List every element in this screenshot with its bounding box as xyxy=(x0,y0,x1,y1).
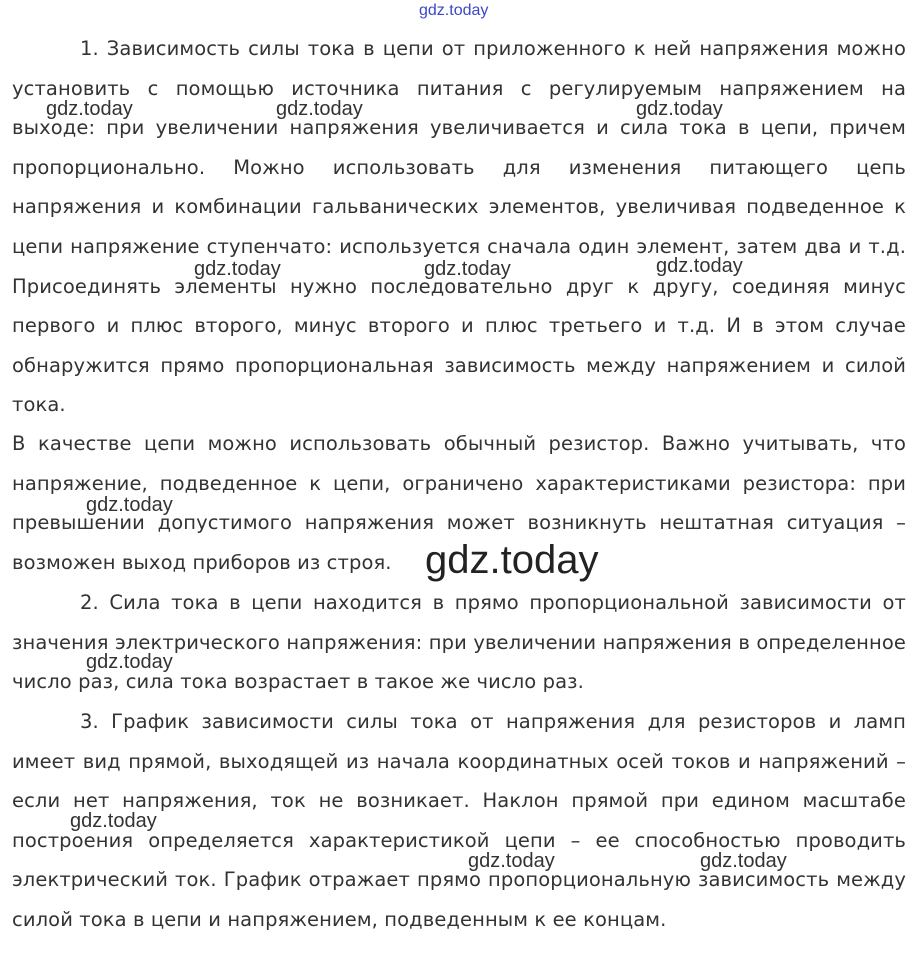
watermark: gdz.today xyxy=(194,258,281,280)
paragraph-1: 1. Зависимость силы тока в цепи от приложенного к ней напряжения можно установить с помощью источника питания с регулируемым напряжением на выходе: при увеличении напряжения увеличивается и сила тока в цепи, причем пропорционально. Можно использовать для изменения питающего цепь напряжения и комбинации гальванических элементов, увеличивая подведенное к цепи напряжение ступенчато: используется сначала один элемент, затем два и т.д. Присоединять элементы нужно последовательно друг к другу, соединяя минус первого и плюс второго, минус второго и плюс третьего и т.д. И в этом случае обнаружится прямо пропорциональная зависимость между напряжением и силой тока. xyxy=(12,37,906,417)
watermark: gdz.today xyxy=(656,255,743,277)
watermark: gdz.today xyxy=(468,850,555,872)
paragraph-2: В качестве цепи можно использовать обычный резистор. Важно учитывать, что напряжение, подведенное к цепи, ограничено характеристиками резистора: при превышении допустимого напряжения может возникнуть нештатная ситуация – возможен выход приборов из строя. xyxy=(12,432,906,574)
watermark: gdz.today xyxy=(86,494,173,516)
watermark: gdz.today xyxy=(276,98,363,120)
watermark: gdz.today xyxy=(424,258,511,280)
watermark-top: gdz.today xyxy=(419,2,489,19)
watermark: gdz.today xyxy=(636,98,723,120)
paragraph-4: 3. График зависимости силы тока от напряжения для резисторов и ламп имеет вид прямой, выходящей из начала координатных осей токов и напряжений – если нет напряжения, ток не возникает. Наклон прямой при едином масштабе построения определяется характеристикой цепи – ее способностью проводить электрический ток. График отражает прямо пропорциональную зависимость между силой тока в цепи и напряжением, подведенным к ее концам. xyxy=(12,710,906,931)
paragraph-3: 2. Сила тока в цепи находится в прямо пропорциональной зависимости от значения электрического напряжения: при увеличении напряжения в определенное число раз, сила тока возрастает в такое же число раз. xyxy=(12,591,906,694)
watermark: gdz.today xyxy=(70,810,157,832)
watermark: gdz.today xyxy=(700,850,787,872)
watermark: gdz.today xyxy=(86,651,173,673)
watermark-large: gdz.today xyxy=(425,538,599,582)
watermark: gdz.today xyxy=(46,98,133,120)
